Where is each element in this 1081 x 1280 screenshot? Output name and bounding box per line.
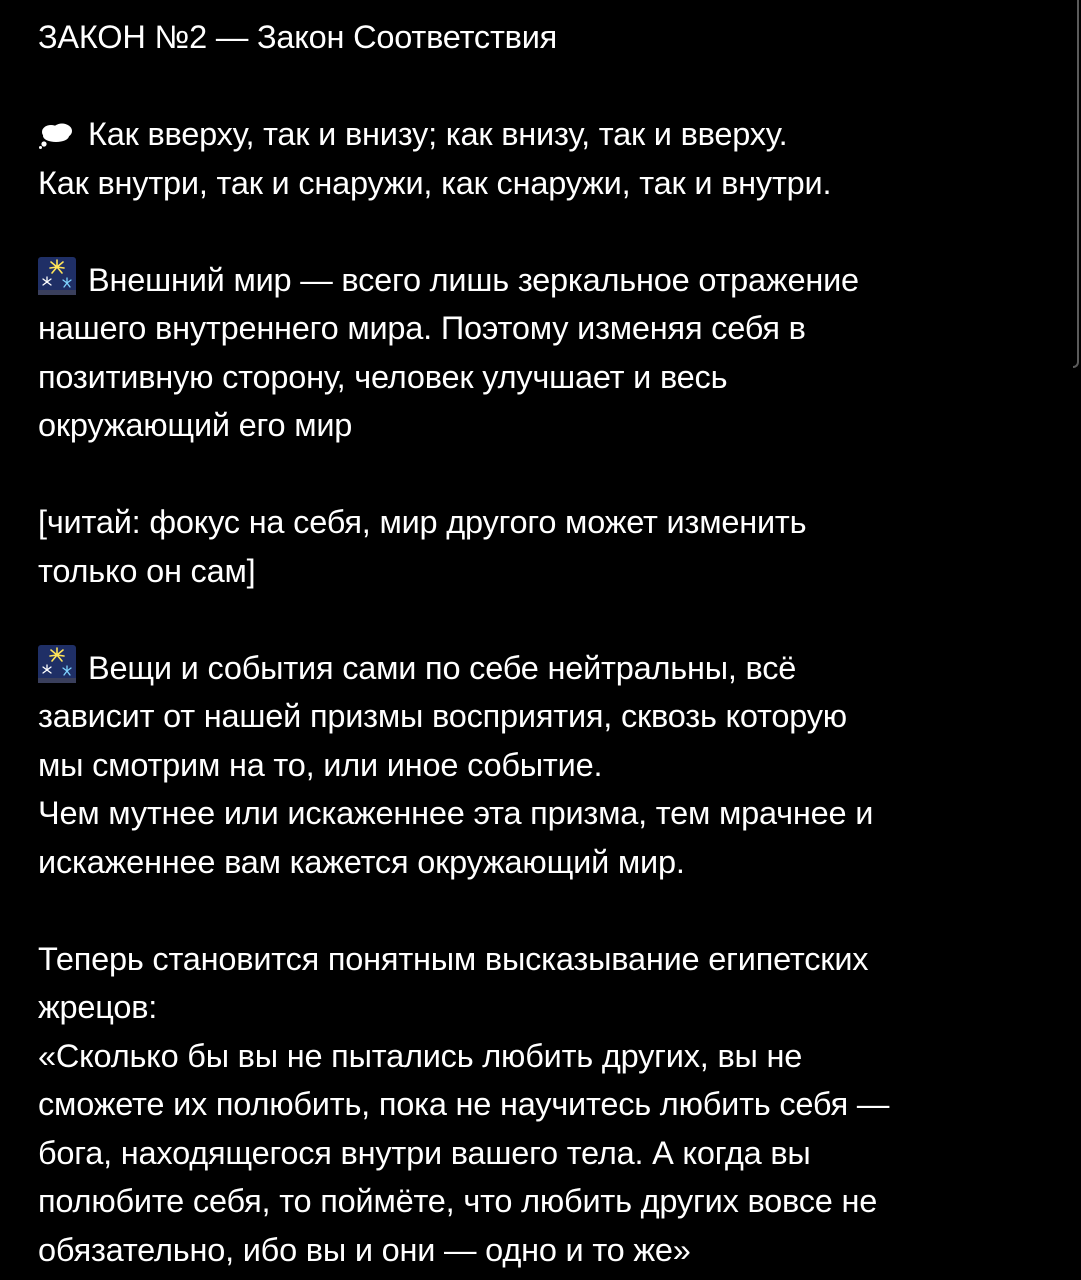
message-title: ЗАКОН №2 — Закон Соответствия (38, 19, 558, 55)
paragraph-4-text: Вещи и события сами по себе нейтральны, всё (88, 649, 797, 686)
paragraph-3-line: только он сам] (38, 552, 256, 589)
thought-balloon-icon (38, 114, 76, 163)
quote-line: «Сколько бы вы не пытались любить других, вы не (38, 1037, 803, 1074)
quote-line: бога, находящегося внутри вашего тела. А когда вы (38, 1134, 811, 1171)
paragraph-5-line: Теперь становится понятным высказывание египетских (38, 940, 869, 977)
paragraph-2-line: нашего внутреннего мира. Поэтому изменяя себя в (38, 310, 806, 346)
paragraph-4-line: мы смотрим на то, или иное событие. (38, 746, 603, 783)
paragraph-2-line: позитивную сторону, человек улучшает и весь (38, 358, 728, 395)
paragraph-2-text: Внешний мир — всего лишь зеркальное отражение (88, 261, 859, 298)
paragraph-1-line: Как внутри, так и снаружи, как снаружи, так и внутри. (38, 164, 832, 201)
scrollbar[interactable] (1071, 0, 1081, 370)
paragraph-1-text: Как вверху, так и внизу; как внизу, так и вверху. (88, 116, 788, 152)
paragraph-1-line (38, 110, 1038, 159)
paragraph-gap (38, 207, 1038, 256)
fireworks-icon (38, 645, 76, 697)
paragraph-gap (38, 886, 1038, 935)
quote-line: обязательно, ибо вы и они — одно и то же» (38, 1231, 691, 1268)
paragraph-5-line: жрецов: (38, 989, 158, 1025)
paragraph-4-line: Чем мутнее или искаженнее эта призма, тем мрачнее и (38, 795, 874, 831)
paragraph-2-line: окружающий его мир (38, 407, 353, 443)
scrollbar-thumb[interactable] (1073, 0, 1079, 368)
fireworks-icon (38, 257, 76, 309)
paragraph-gap (38, 595, 1038, 644)
paragraph-4-line: искаженнее вам кажется окружающий мир. (38, 843, 685, 880)
paragraph-gap (38, 62, 1038, 111)
paragraph-2-line (38, 256, 1038, 305)
paragraph-gap (38, 450, 1038, 499)
paragraph-4-line: зависит от нашей призмы восприятия, сквозь которую (38, 698, 847, 734)
quote-line: полюбите себя, то поймёте, что любить других вовсе не (38, 1183, 878, 1219)
quote-line: сможете их полюбить, пока не научитесь любить себя — (38, 1086, 890, 1122)
paragraph-4-line (38, 644, 1038, 693)
paragraph-3-line: [читай: фокус на себя, мир другого может изменить (38, 504, 807, 540)
message-body (38, 13, 1038, 1274)
